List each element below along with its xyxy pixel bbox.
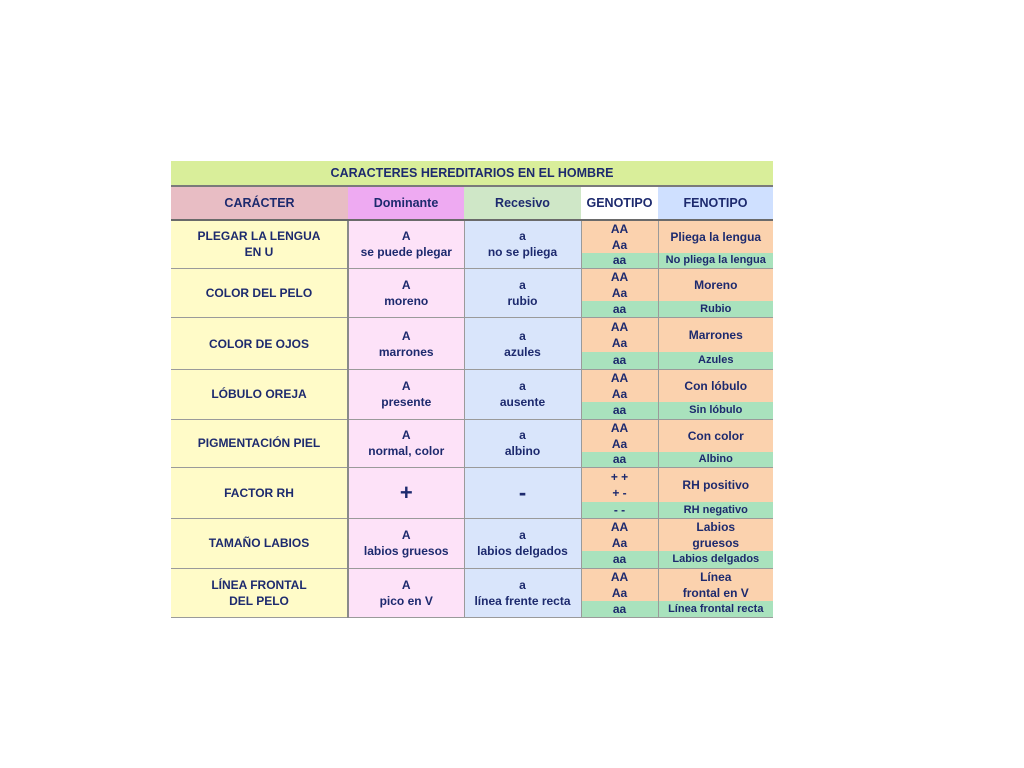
dominante-text xyxy=(349,577,464,609)
fenotipo-recessive-cell: Rubio xyxy=(658,301,773,318)
table-row xyxy=(171,419,773,452)
recesivo-line: rubio xyxy=(507,293,538,308)
caracter-text xyxy=(171,485,347,501)
dominante-text xyxy=(349,427,464,459)
fenotipo-line: Línea xyxy=(700,569,732,584)
fenotipo-text xyxy=(659,428,774,444)
fenotipo-text xyxy=(659,277,774,293)
fenotipo-line: frontal en V xyxy=(682,585,749,600)
caracter-cell xyxy=(171,318,348,370)
recesivo-line: a xyxy=(519,528,526,543)
recesivo-line: a xyxy=(519,428,526,443)
dominante-line: normal, color xyxy=(368,444,445,459)
table-title: CARACTERES HEREDITARIOS EN EL HOMBRE xyxy=(171,161,773,186)
recesivo-cell xyxy=(464,568,581,618)
dominante-cell xyxy=(348,568,464,618)
hereditary-traits-table xyxy=(171,161,773,618)
fenotipo-dominant-cell xyxy=(658,419,773,452)
caracter-line: COLOR DEL PELO xyxy=(205,285,313,300)
table-body xyxy=(171,220,773,618)
caracter-cell xyxy=(171,419,348,468)
dominante-line: A xyxy=(401,428,411,443)
fenotipo-text xyxy=(659,477,774,493)
dominante-line: marrones xyxy=(378,344,434,359)
genotipo-dominant-cell xyxy=(581,419,658,452)
dominante-line: A xyxy=(401,277,411,292)
dominante-line: labios gruesos xyxy=(363,544,449,559)
caracter-text xyxy=(171,336,347,352)
genotipo-text xyxy=(582,370,658,402)
genotipo-line: AA xyxy=(610,269,629,284)
genotipo-line: Aa xyxy=(611,387,628,401)
dominante-text xyxy=(349,277,464,309)
caracter-line: TAMAÑO LABIOS xyxy=(208,536,310,551)
dominante-cell xyxy=(348,220,464,268)
table-row xyxy=(171,268,773,301)
genotipo-line: AA xyxy=(610,371,629,385)
recesivo-line: a xyxy=(519,328,526,343)
genotipo-line: AA xyxy=(610,222,629,236)
fenotipo-recessive-cell: Albino xyxy=(658,452,773,468)
header-caracter: CARÁCTER xyxy=(171,186,348,220)
dominante-line: A xyxy=(401,229,411,244)
genotipo-recessive-cell: - - xyxy=(581,502,658,519)
dominante-cell xyxy=(348,519,464,569)
dominante-line: presente xyxy=(381,395,432,410)
recesivo-text xyxy=(465,228,581,260)
caracter-text xyxy=(171,285,347,301)
caracter-line: PLEGAR LA LENGUA xyxy=(197,229,321,244)
caracter-text xyxy=(171,535,347,551)
dominante-cell xyxy=(348,468,464,519)
genotipo-text xyxy=(582,221,658,253)
dominante-text xyxy=(349,527,464,559)
dominante-line: A xyxy=(401,528,411,543)
dominante-line: pico en V xyxy=(379,593,433,608)
caracter-line: COLOR DE OJOS xyxy=(208,336,309,351)
fenotipo-line: RH positivo xyxy=(682,477,750,492)
caracter-line: FACTOR RH xyxy=(224,486,294,500)
fenotipo-dominant-cell xyxy=(658,370,773,403)
caracter-line: LÓBULO OREJA xyxy=(211,387,307,402)
dominante-line: + xyxy=(399,480,413,505)
dominante-cell xyxy=(348,419,464,468)
recesivo-text xyxy=(465,328,581,360)
dominante-cell xyxy=(348,370,464,420)
genotipo-recessive-cell: aa xyxy=(581,551,658,568)
genotipo-dominant-cell xyxy=(581,318,658,352)
genotipo-dominant-cell xyxy=(581,468,658,502)
dominante-line: A xyxy=(401,577,411,592)
caracter-cell xyxy=(171,519,348,569)
caracter-line: EN U xyxy=(244,245,274,260)
genotipo-line: + + xyxy=(610,469,629,484)
recesivo-cell xyxy=(464,419,581,468)
recesivo-line: a xyxy=(519,277,526,292)
recesivo-cell xyxy=(464,268,581,318)
genotipo-recessive-cell: aa xyxy=(581,601,658,618)
fenotipo-line: gruesos xyxy=(692,536,740,550)
caracter-text xyxy=(171,386,347,402)
genotipo-line: Aa xyxy=(611,536,628,550)
dominante-cell xyxy=(348,268,464,318)
table-row xyxy=(171,519,773,552)
genotipo-text xyxy=(582,319,658,351)
caracter-text xyxy=(171,435,347,451)
recesivo-line: albino xyxy=(504,444,541,459)
recesivo-cell xyxy=(464,318,581,370)
dominante-line: moreno xyxy=(384,293,429,308)
recesivo-line: ausente xyxy=(499,395,546,410)
fenotipo-line: Moreno xyxy=(694,277,738,292)
recesivo-text xyxy=(465,277,581,309)
caracter-text xyxy=(171,228,347,260)
recesivo-cell xyxy=(464,370,581,420)
table-row xyxy=(171,318,773,352)
genotipo-text xyxy=(582,519,658,551)
genotipo-text xyxy=(582,269,658,301)
recesivo-line: no se pliega xyxy=(487,245,558,260)
fenotipo-recessive-cell: RH negativo xyxy=(658,502,773,519)
genotipo-recessive-cell: aa xyxy=(581,253,658,268)
genotipo-dominant-cell xyxy=(581,220,658,253)
genotipo-line: + - xyxy=(612,485,627,500)
recesivo-line: a xyxy=(519,379,526,394)
fenotipo-text xyxy=(659,378,774,394)
genotipo-text xyxy=(582,569,658,601)
fenotipo-dominant-cell xyxy=(658,519,773,552)
table-row xyxy=(171,568,773,601)
recesivo-cell xyxy=(464,220,581,268)
fenotipo-line: Marrones xyxy=(688,327,743,342)
genotipo-line: AA xyxy=(610,319,629,334)
genotipo-recessive-cell: aa xyxy=(581,352,658,370)
caracter-line: PIGMENTACIÓN PIEL xyxy=(197,436,321,451)
dominante-text xyxy=(349,482,464,504)
genotipo-line: Aa xyxy=(611,285,628,300)
fenotipo-dominant-cell xyxy=(658,568,773,601)
caracter-cell xyxy=(171,370,348,420)
recesivo-text xyxy=(465,378,581,410)
genotipo-recessive-cell: aa xyxy=(581,301,658,318)
genotipo-text xyxy=(582,469,658,501)
dominante-line: A xyxy=(401,379,411,394)
dominante-line: se puede plegar xyxy=(360,245,452,260)
fenotipo-line: Labios xyxy=(696,520,736,534)
fenotipo-dominant-cell xyxy=(658,468,773,502)
recesivo-text xyxy=(465,577,581,609)
fenotipo-line: Con lóbulo xyxy=(684,379,748,393)
table-row xyxy=(171,220,773,253)
caracter-cell xyxy=(171,220,348,268)
genotipo-line: Aa xyxy=(611,436,628,451)
genotipo-text xyxy=(582,420,658,452)
fenotipo-text xyxy=(659,569,774,601)
caracter-text xyxy=(171,577,347,609)
header-genotipo: GENOTIPO xyxy=(581,186,658,220)
recesivo-line: labios delgados xyxy=(477,544,568,559)
fenotipo-recessive-cell: No pliega la lengua xyxy=(658,253,773,268)
caracter-cell xyxy=(171,268,348,318)
caracter-line: DEL PELO xyxy=(229,593,289,608)
recesivo-line: azules xyxy=(504,344,541,359)
header-recesivo: Recesivo xyxy=(464,186,581,220)
recesivo-line: a xyxy=(519,229,526,244)
dominante-text xyxy=(349,228,464,260)
recesivo-line: - xyxy=(518,480,527,505)
genotipo-dominant-cell xyxy=(581,268,658,301)
caracter-line: LÍNEA FRONTAL xyxy=(211,577,307,592)
genotipo-recessive-cell: aa xyxy=(581,452,658,468)
genotipo-recessive-cell: aa xyxy=(581,402,658,419)
recesivo-cell xyxy=(464,519,581,569)
fenotipo-recessive-cell: Sin lóbulo xyxy=(658,402,773,419)
fenotipo-recessive-cell: Línea frontal recta xyxy=(658,601,773,618)
genotipo-line: Aa xyxy=(611,238,628,252)
recesivo-line: a xyxy=(519,577,526,592)
fenotipo-dominant-cell xyxy=(658,318,773,352)
caracter-cell xyxy=(171,568,348,618)
dominante-text xyxy=(349,378,464,410)
dominante-line: A xyxy=(401,328,411,343)
fenotipo-line: Pliega la lengua xyxy=(670,230,762,244)
genotipo-line: AA xyxy=(610,420,629,435)
fenotipo-text xyxy=(659,229,774,245)
genotipo-dominant-cell xyxy=(581,519,658,552)
caracter-cell xyxy=(171,468,348,519)
fenotipo-text xyxy=(659,327,774,343)
fenotipo-dominant-cell xyxy=(658,268,773,301)
recesivo-text xyxy=(465,527,581,559)
fenotipo-recessive-cell: Labios delgados xyxy=(658,551,773,568)
recesivo-text xyxy=(465,482,581,504)
dominante-cell xyxy=(348,318,464,370)
genotipo-line: AA xyxy=(610,520,629,534)
dominante-text xyxy=(349,328,464,360)
genotipo-line: Aa xyxy=(611,335,628,350)
fenotipo-line: Con color xyxy=(687,428,744,443)
genotipo-line: AA xyxy=(610,569,629,584)
table-row xyxy=(171,468,773,502)
fenotipo-text xyxy=(659,519,774,551)
header-fenotipo: FENOTIPO xyxy=(658,186,773,220)
genotipo-dominant-cell xyxy=(581,370,658,403)
genotipo-dominant-cell xyxy=(581,568,658,601)
fenotipo-recessive-cell: Azules xyxy=(658,352,773,370)
genotipo-line: Aa xyxy=(611,585,628,600)
fenotipo-dominant-cell xyxy=(658,220,773,253)
header-dominante: Dominante xyxy=(348,186,464,220)
recesivo-cell xyxy=(464,468,581,519)
table-row xyxy=(171,370,773,403)
recesivo-text xyxy=(465,427,581,459)
recesivo-line: línea frente recta xyxy=(474,593,571,608)
